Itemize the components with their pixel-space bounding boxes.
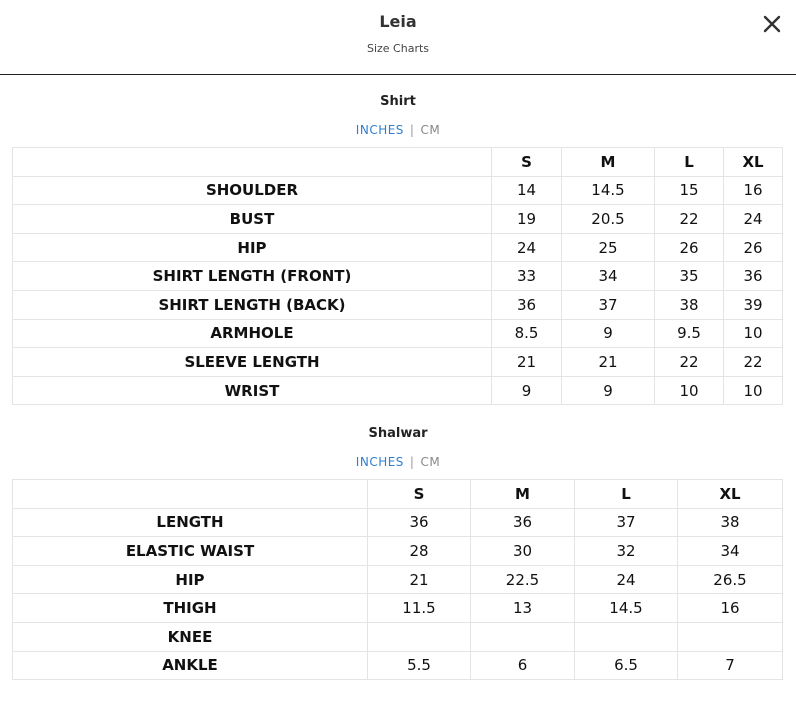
table-cell: 9.5 <box>655 319 724 348</box>
table-cell: 38 <box>678 508 783 537</box>
table-row <box>13 233 783 262</box>
table-row <box>13 537 783 566</box>
table-cell: 6 <box>471 651 575 680</box>
table-cell: 21 <box>492 348 562 377</box>
table-cell: 14 <box>492 176 562 205</box>
table-cell: 26 <box>724 233 783 262</box>
table-cell: 7 <box>678 651 783 680</box>
row-label: ANKLE <box>13 651 368 680</box>
shalwar-unit-cm[interactable]: CM <box>420 455 441 469</box>
shalwar-unit-toggle <box>0 455 796 469</box>
table-row <box>13 622 783 651</box>
table-cell: 33 <box>492 262 562 291</box>
table-cell <box>575 622 678 651</box>
table-row <box>13 176 783 205</box>
table-cell: 37 <box>575 508 678 537</box>
row-label: BUST <box>13 205 492 234</box>
table-cell: 6.5 <box>575 651 678 680</box>
table-cell: 25 <box>562 233 655 262</box>
table-cell: 9 <box>562 376 655 405</box>
row-label: LENGTH <box>13 508 368 537</box>
table-cell: 38 <box>655 290 724 319</box>
table-cell <box>368 622 471 651</box>
table-row <box>13 565 783 594</box>
close-icon <box>760 12 784 36</box>
table-row <box>13 651 783 680</box>
table-row <box>13 508 783 537</box>
table-cell: 28 <box>368 537 471 566</box>
table-cell: 22.5 <box>471 565 575 594</box>
row-label: SLEEVE LENGTH <box>13 348 492 377</box>
table-cell: 24 <box>575 565 678 594</box>
table-cell: 26.5 <box>678 565 783 594</box>
table-row <box>13 376 783 405</box>
table-cell: 36 <box>492 290 562 319</box>
table-cell: 16 <box>724 176 783 205</box>
column-header <box>13 148 492 177</box>
row-label: THIGH <box>13 594 368 623</box>
table-cell: 5.5 <box>368 651 471 680</box>
table-cell: 10 <box>724 376 783 405</box>
column-header: S <box>368 480 471 509</box>
table-cell: 14.5 <box>562 176 655 205</box>
table-cell: 32 <box>575 537 678 566</box>
column-header: XL <box>724 148 783 177</box>
table-cell: 10 <box>655 376 724 405</box>
table-header-row <box>13 148 783 177</box>
row-label: WRIST <box>13 376 492 405</box>
table-cell: 36 <box>724 262 783 291</box>
table-cell: 34 <box>678 537 783 566</box>
column-header: XL <box>678 480 783 509</box>
shirt-unit-inches[interactable]: INCHES <box>355 123 404 137</box>
table-cell: 30 <box>471 537 575 566</box>
table-row <box>13 290 783 319</box>
table-row <box>13 319 783 348</box>
table-cell: 15 <box>655 176 724 205</box>
row-label: KNEE <box>13 622 368 651</box>
row-label: SHIRT LENGTH (FRONT) <box>13 262 492 291</box>
table-cell: 21 <box>368 565 471 594</box>
table-cell: 36 <box>368 508 471 537</box>
table-cell: 20.5 <box>562 205 655 234</box>
table-cell: 37 <box>562 290 655 319</box>
shalwar-unit-inches[interactable]: INCHES <box>355 455 404 469</box>
row-label: SHIRT LENGTH (BACK) <box>13 290 492 319</box>
table-cell <box>678 622 783 651</box>
table-cell: 13 <box>471 594 575 623</box>
table-cell: 39 <box>724 290 783 319</box>
row-label: HIP <box>13 233 492 262</box>
column-header: M <box>471 480 575 509</box>
table-cell: 21 <box>562 348 655 377</box>
shalwar-section-title: Shalwar <box>368 426 428 441</box>
table-cell: 8.5 <box>492 319 562 348</box>
shirt-size-table <box>12 147 783 405</box>
column-header: M <box>562 148 655 177</box>
table-cell: 11.5 <box>368 594 471 623</box>
shirt-unit-toggle <box>0 123 796 137</box>
table-cell: 19 <box>492 205 562 234</box>
column-header <box>13 480 368 509</box>
table-cell: 9 <box>562 319 655 348</box>
column-header: S <box>492 148 562 177</box>
table-cell: 22 <box>724 348 783 377</box>
unit-separator: | <box>409 455 415 469</box>
table-row <box>13 205 783 234</box>
shirt-section-title: Shirt <box>380 94 416 109</box>
close-button[interactable] <box>760 12 784 36</box>
shalwar-size-table <box>12 479 783 680</box>
column-header: L <box>575 480 678 509</box>
table-header-row <box>13 480 783 509</box>
page-title: Leia <box>379 12 417 31</box>
page-subtitle: Size Charts <box>366 42 430 55</box>
row-label: ELASTIC WAIST <box>13 537 368 566</box>
table-row <box>13 348 783 377</box>
table-cell: 36 <box>471 508 575 537</box>
table-cell: 14.5 <box>575 594 678 623</box>
row-label: SHOULDER <box>13 176 492 205</box>
table-row <box>13 594 783 623</box>
table-row <box>13 262 783 291</box>
table-cell: 22 <box>655 348 724 377</box>
table-cell: 10 <box>724 319 783 348</box>
table-cell: 35 <box>655 262 724 291</box>
table-cell: 16 <box>678 594 783 623</box>
table-cell: 9 <box>492 376 562 405</box>
shirt-unit-cm[interactable]: CM <box>420 123 441 137</box>
unit-separator: | <box>409 123 415 137</box>
table-cell: 24 <box>492 233 562 262</box>
modal-header <box>0 0 796 75</box>
row-label: HIP <box>13 565 368 594</box>
table-cell <box>471 622 575 651</box>
table-cell: 26 <box>655 233 724 262</box>
table-cell: 22 <box>655 205 724 234</box>
table-cell: 24 <box>724 205 783 234</box>
column-header: L <box>655 148 724 177</box>
row-label: ARMHOLE <box>13 319 492 348</box>
table-cell: 34 <box>562 262 655 291</box>
